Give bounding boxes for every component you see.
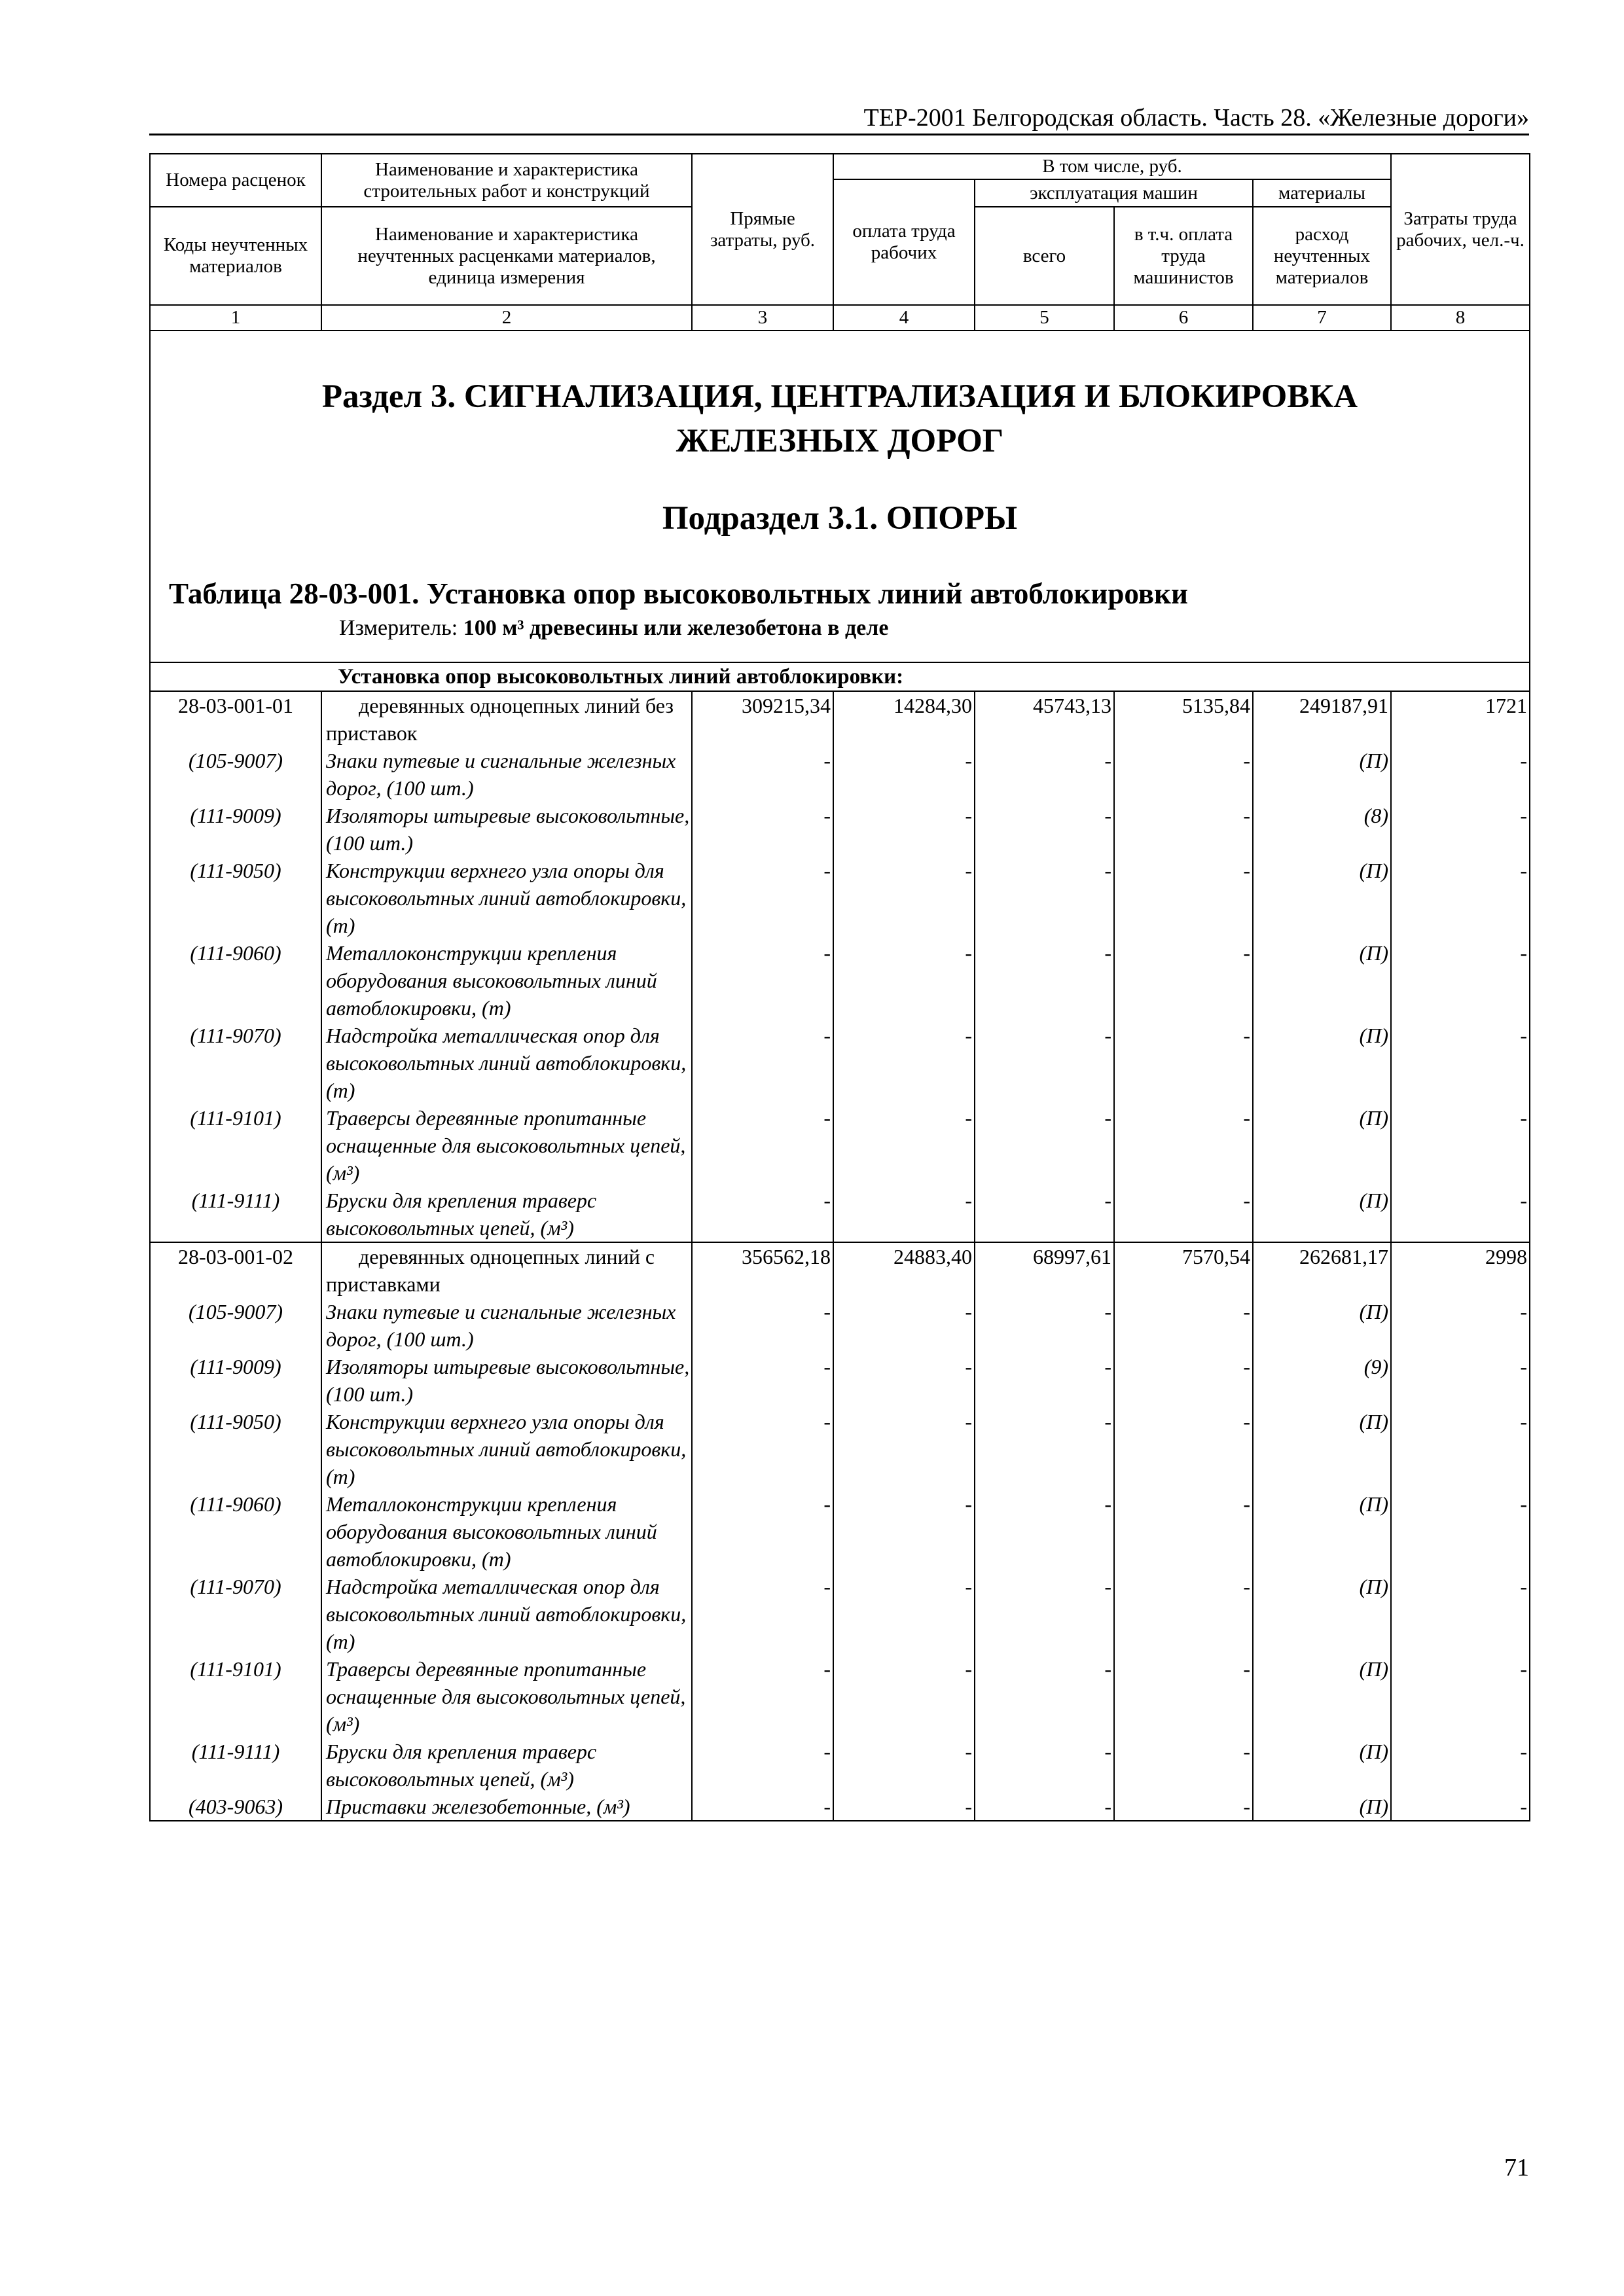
operator-labor-cell: - — [1114, 1022, 1253, 1104]
operator-labor-cell: - — [1114, 1490, 1253, 1573]
labor-cost-cell: 24883,40 — [833, 1242, 975, 1298]
price-table — [149, 153, 1530, 1821]
direct-cost-cell: - — [692, 802, 833, 857]
operator-labor-cell: - — [1114, 1793, 1253, 1821]
direct-cost-cell: - — [692, 857, 833, 939]
direct-cost-cell: - — [692, 747, 833, 802]
material-row — [150, 1298, 1530, 1353]
labor-hours-cell: - — [1391, 1353, 1530, 1408]
labor-hours-cell: - — [1391, 1408, 1530, 1490]
labor-hours-cell: 1721 — [1391, 691, 1530, 747]
direct-cost-cell: - — [692, 1655, 833, 1738]
section-title-line: ЖЕЛЕЗНЫХ ДОРОГ — [676, 423, 1004, 459]
labor-cost-cell: - — [833, 1793, 975, 1821]
group-title: Установка опор высоковольтных линий автоблокировки: — [150, 662, 1530, 691]
section-block — [150, 331, 1530, 662]
machine-cost-cell: - — [975, 939, 1114, 1022]
material-row — [150, 1655, 1530, 1738]
labor-hours-cell: - — [1391, 1490, 1530, 1573]
labor-cost-cell: - — [833, 939, 975, 1022]
material-row — [150, 1793, 1530, 1821]
operator-labor-cell: - — [1114, 1655, 1253, 1738]
code-cell: (111-9050) — [150, 1408, 321, 1490]
name-cell: Надстройка металлическая опор для высоковольтных линий автоблокировки, (т) — [321, 1022, 692, 1104]
labor-cost-cell: - — [833, 1490, 975, 1573]
labor-hours-cell: - — [1391, 1793, 1530, 1821]
operator-labor-cell: - — [1114, 1353, 1253, 1408]
labor-hours-cell: - — [1391, 939, 1530, 1022]
code-cell: (111-9009) — [150, 802, 321, 857]
name-cell: Конструкции верхнего узла опоры для высоковольтных линий автоблокировки, (т) — [321, 857, 692, 939]
materials-cell: 249187,91 — [1253, 691, 1391, 747]
code-cell: (111-9050) — [150, 857, 321, 939]
code-cell: (111-9060) — [150, 1490, 321, 1573]
labor-hours-cell: 2998 — [1391, 1242, 1530, 1298]
materials-cell: (П) — [1253, 1298, 1391, 1353]
machine-cost-cell: - — [975, 1490, 1114, 1573]
code-cell: 28-03-001-01 — [150, 691, 321, 747]
labor-hours-cell: - — [1391, 1022, 1530, 1104]
code-cell: (111-9101) — [150, 1104, 321, 1187]
code-cell: (111-9060) — [150, 939, 321, 1022]
page-number: 71 — [1504, 2154, 1529, 2181]
code-cell: (105-9007) — [150, 1298, 321, 1353]
header-materials: материалы — [1253, 179, 1391, 207]
header-col3: Прямые затраты, руб. — [692, 154, 833, 305]
name-cell: Конструкции верхнего узла опоры для высоковольтных линий автоблокировки, (т) — [321, 1408, 692, 1490]
name-cell: Бруски для крепления траверс высоковольтных цепей, (м³) — [321, 1738, 692, 1793]
machine-cost-cell: - — [975, 747, 1114, 802]
direct-cost-cell: 309215,34 — [692, 691, 833, 747]
meter-label: Измеритель: — [339, 616, 458, 640]
operator-labor-cell: - — [1114, 1298, 1253, 1353]
material-row — [150, 1022, 1530, 1104]
materials-cell: (П) — [1253, 1793, 1391, 1821]
section-title — [151, 374, 1529, 463]
materials-cell: (П) — [1253, 1573, 1391, 1655]
direct-cost-cell: - — [692, 1408, 833, 1490]
code-cell: 28-03-001-02 — [150, 1242, 321, 1298]
header-group: В том числе, руб. — [833, 154, 1391, 179]
col-number: 4 — [833, 305, 975, 331]
operator-labor-cell: 7570,54 — [1114, 1242, 1253, 1298]
labor-hours-cell: - — [1391, 1738, 1530, 1793]
code-cell: (111-9070) — [150, 1573, 321, 1655]
direct-cost-cell: - — [692, 1298, 833, 1353]
header-col8: Затраты труда рабочих, чел.-ч. — [1391, 154, 1530, 305]
materials-cell: 262681,17 — [1253, 1242, 1391, 1298]
direct-cost-cell: - — [692, 1353, 833, 1408]
labor-cost-cell: 14284,30 — [833, 691, 975, 747]
name-cell: Знаки путевые и сигнальные железных дорог, (100 шт.) — [321, 1298, 692, 1353]
name-cell: Приставки железобетонные, (м³) — [321, 1793, 692, 1821]
machine-cost-cell: - — [975, 1298, 1114, 1353]
code-cell: (403-9063) — [150, 1793, 321, 1821]
code-cell: (111-9111) — [150, 1738, 321, 1793]
col-number: 8 — [1391, 305, 1530, 331]
material-row — [150, 1353, 1530, 1408]
operator-labor-cell: - — [1114, 857, 1253, 939]
header-col1-bottom: Коды неучтенных материалов — [150, 207, 321, 305]
materials-cell: (8) — [1253, 802, 1391, 857]
materials-cell: (П) — [1253, 1104, 1391, 1187]
meter-line — [339, 614, 888, 643]
machine-cost-cell: - — [975, 1022, 1114, 1104]
code-cell: (111-9111) — [150, 1187, 321, 1242]
material-row — [150, 1104, 1530, 1187]
material-row — [150, 1573, 1530, 1655]
labor-cost-cell: - — [833, 802, 975, 857]
name-cell: Металлоконструкции крепления оборудования высоковольтных линий автоблокировки, (т) — [321, 1490, 692, 1573]
section-title-line: Раздел 3. СИГНАЛИЗАЦИЯ, ЦЕНТРАЛИЗАЦИЯ И БЛОКИРОВКА — [321, 378, 1358, 415]
col-number: 6 — [1114, 305, 1253, 331]
table-title: Таблица 28-03-001. Установка опор высоковольтных линий автоблокировки — [169, 577, 1188, 610]
name-cell: Металлоконструкции крепления оборудования высоковольтных линий автоблокировки, (т) — [321, 939, 692, 1022]
operator-labor-cell: - — [1114, 1573, 1253, 1655]
labor-cost-cell: - — [833, 1408, 975, 1490]
materials-cell: (П) — [1253, 1655, 1391, 1738]
header-col2-top: Наименование и характеристика строительных работ и конструкций — [321, 154, 692, 207]
labor-hours-cell: - — [1391, 857, 1530, 939]
header-number-row — [150, 305, 1530, 331]
operator-labor-cell: - — [1114, 1738, 1253, 1793]
name-cell: деревянных одноцепных линий с приставками — [321, 1242, 692, 1298]
header-rule — [149, 134, 1529, 135]
header-machines: эксплуатация машин — [975, 179, 1253, 207]
col-number: 3 — [692, 305, 833, 331]
name-cell: Изоляторы штыревые высоковольтные, (100 шт.) — [321, 802, 692, 857]
name-cell: Траверсы деревянные пропитанные оснащенные для высоковольтных цепей, (м³) — [321, 1655, 692, 1738]
material-row — [150, 939, 1530, 1022]
materials-cell: (П) — [1253, 1738, 1391, 1793]
materials-cell: (П) — [1253, 1490, 1391, 1573]
price-table-frame — [149, 153, 1529, 1821]
subsection-title: Подраздел 3.1. ОПОРЫ — [662, 500, 1018, 537]
table-body — [150, 691, 1530, 1821]
col-number: 1 — [150, 305, 321, 331]
material-row — [150, 1408, 1530, 1490]
col-number: 5 — [975, 305, 1114, 331]
machine-cost-cell: - — [975, 1408, 1114, 1490]
materials-cell: (П) — [1253, 1022, 1391, 1104]
labor-cost-cell: - — [833, 1738, 975, 1793]
operator-labor-cell: - — [1114, 1408, 1253, 1490]
machine-cost-cell: - — [975, 1353, 1114, 1408]
labor-cost-cell: - — [833, 1022, 975, 1104]
material-row — [150, 1490, 1530, 1573]
labor-cost-cell: - — [833, 747, 975, 802]
table-header — [150, 154, 1530, 331]
materials-cell: (П) — [1253, 1408, 1391, 1490]
running-header: ТЕР-2001 Белгородская область. Часть 28. «Железные дороги» — [863, 104, 1529, 132]
rate-row — [150, 1242, 1530, 1298]
col-number: 7 — [1253, 305, 1391, 331]
machine-cost-cell: - — [975, 1793, 1114, 1821]
labor-hours-cell: - — [1391, 1298, 1530, 1353]
labor-cost-cell: - — [833, 1353, 975, 1408]
code-cell: (111-9070) — [150, 1022, 321, 1104]
labor-cost-cell: - — [833, 857, 975, 939]
labor-hours-cell: - — [1391, 1655, 1530, 1738]
meter-value: 100 м³ древесины или железобетона в деле — [463, 616, 889, 640]
machine-cost-cell: - — [975, 1104, 1114, 1187]
machine-cost-cell: - — [975, 1655, 1114, 1738]
materials-cell: (П) — [1253, 939, 1391, 1022]
header-col5: всего — [975, 207, 1114, 305]
material-row — [150, 802, 1530, 857]
name-cell: деревянных одноцепных линий без приставок — [321, 691, 692, 747]
labor-cost-cell: - — [833, 1298, 975, 1353]
operator-labor-cell: - — [1114, 802, 1253, 857]
machine-cost-cell: - — [975, 1573, 1114, 1655]
header-col2-bottom: Наименование и характеристика неучтенных расценками материалов, единица измерения — [321, 207, 692, 305]
operator-labor-cell: - — [1114, 1104, 1253, 1187]
direct-cost-cell: - — [692, 1738, 833, 1793]
labor-cost-cell: - — [833, 1104, 975, 1187]
direct-cost-cell: - — [692, 939, 833, 1022]
direct-cost-cell: - — [692, 1793, 833, 1821]
materials-cell: (П) — [1253, 857, 1391, 939]
materials-cell: (П) — [1253, 747, 1391, 802]
operator-labor-cell: - — [1114, 939, 1253, 1022]
material-row — [150, 1738, 1530, 1793]
code-cell: (111-9101) — [150, 1655, 321, 1738]
direct-cost-cell: - — [692, 1187, 833, 1242]
labor-cost-cell: - — [833, 1573, 975, 1655]
direct-cost-cell: - — [692, 1573, 833, 1655]
labor-hours-cell: - — [1391, 1187, 1530, 1242]
code-cell: (105-9007) — [150, 747, 321, 802]
labor-cost-cell: - — [833, 1655, 975, 1738]
header-col4: оплата труда рабочих — [833, 179, 975, 305]
rate-row — [150, 691, 1530, 747]
direct-cost-cell: - — [692, 1490, 833, 1573]
operator-labor-cell: 5135,84 — [1114, 691, 1253, 747]
code-cell: (111-9009) — [150, 1353, 321, 1408]
header-col1-top: Номера расценок — [150, 154, 321, 207]
name-cell: Бруски для крепления траверс высоковольтных цепей, (м³) — [321, 1187, 692, 1242]
machine-cost-cell: - — [975, 802, 1114, 857]
name-cell: Изоляторы штыревые высоковольтные, (100 шт.) — [321, 1353, 692, 1408]
name-cell: Знаки путевые и сигнальные железных дорог, (100 шт.) — [321, 747, 692, 802]
material-row — [150, 747, 1530, 802]
labor-cost-cell: - — [833, 1187, 975, 1242]
col-number: 2 — [321, 305, 692, 331]
material-row — [150, 857, 1530, 939]
machine-cost-cell: 68997,61 — [975, 1242, 1114, 1298]
name-cell: Надстройка металлическая опор для высоковольтных линий автоблокировки, (т) — [321, 1573, 692, 1655]
labor-hours-cell: - — [1391, 1104, 1530, 1187]
direct-cost-cell: 356562,18 — [692, 1242, 833, 1298]
name-cell: Траверсы деревянные пропитанные оснащенные для высоковольтных цепей, (м³) — [321, 1104, 692, 1187]
labor-hours-cell: - — [1391, 1573, 1530, 1655]
operator-labor-cell: - — [1114, 747, 1253, 802]
materials-cell: (9) — [1253, 1353, 1391, 1408]
direct-cost-cell: - — [692, 1104, 833, 1187]
machine-cost-cell: - — [975, 1738, 1114, 1793]
machine-cost-cell: - — [975, 1187, 1114, 1242]
materials-cell: (П) — [1253, 1187, 1391, 1242]
header-col7: расход неучтенных материалов — [1253, 207, 1391, 305]
operator-labor-cell: - — [1114, 1187, 1253, 1242]
machine-cost-cell: - — [975, 857, 1114, 939]
direct-cost-cell: - — [692, 1022, 833, 1104]
labor-hours-cell: - — [1391, 802, 1530, 857]
machine-cost-cell: 45743,13 — [975, 691, 1114, 747]
material-row — [150, 1187, 1530, 1242]
header-col6: в т.ч. оплата труда машинистов — [1114, 207, 1253, 305]
labor-hours-cell: - — [1391, 747, 1530, 802]
